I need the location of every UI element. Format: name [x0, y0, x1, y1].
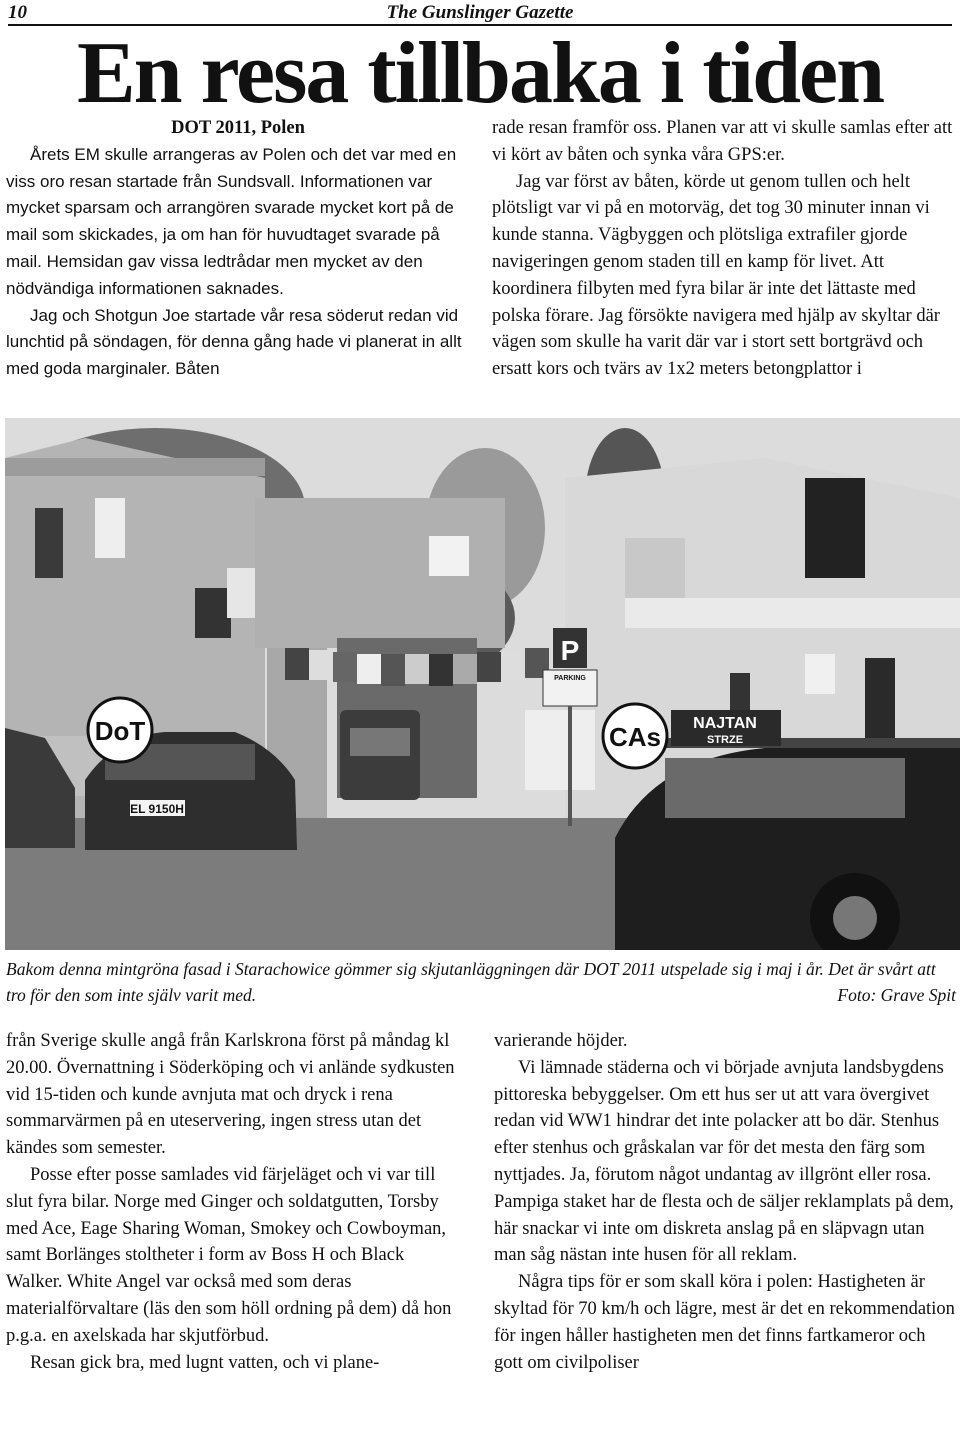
paragraph: varierande höjder. — [494, 1031, 628, 1051]
paragraph: Jag var först av båten, körde ut genom tullen och helt plötsligt var vi på en motorväg, det tog 30 minuter innan vi kunde stanna. Vägbyggen och plötsliga extrafiler gjorde navigeringen genom staden till en kamp för livet. Att koordinera filbyten med fyra bilar är inte det lättaste med polska förare. Jag försökte navigera med hjälp av skyltar där vägen som skulle ha varit där var i stort sett bortgrävd och ersatt kors och tvärs av 1x2 meters betongplattor i — [492, 171, 940, 380]
article-headline: En resa tillbaka i tiden — [76, 25, 884, 122]
najtan-sign-text: NAJTAN — [693, 715, 757, 732]
article-column-2 — [492, 115, 956, 383]
paragraph: från Sverige skulle angå från Karlskrona först på måndag kl 20.00. Övernattning i Söderköping och vi anlände sydkusten vid 15-tiden och kunde avnjuta mat och dryck i rena sommarvärmen på en uteservering, ingen stress utan det kändes som semester. — [6, 1031, 455, 1159]
photo-caption — [6, 956, 956, 1008]
paragraph: Jag och Shotgun Joe startade vår resa söderut redan vid lunchtid på söndagen, för denna gång hade vi planerat in allt med goda marginaler. Båten — [6, 305, 462, 379]
paragraph: Vi lämnade städerna och vi började avnjuta landsbygdens pittoreska bebyggelser. Om ett hus ser ut att vara övergivet redan vid WW1 hindrar det inte polacker att bo där. Stenhus efter stenhus och gråskalan var för det mesta den färg som nyttjades. Ja, förutom något undantag av illgrönt eller rosa. Pampiga staket har de flesta och de säljer reklamplats på dem, här snackar vi inte om diskreta anslag på en släpvagn utan man såg nästan inte husen för all reklam. — [494, 1057, 954, 1266]
cas-sign-text: CAs — [608, 722, 662, 752]
article-photo — [5, 418, 960, 950]
paragraph: Årets EM skulle arrangeras av Polen och det var med en viss oro resan startade från Sundsvall. Informationen var mycket sparsam och arrangören svarade mycket kort på de mail som skickades, ja om han för huvudtaget svarade på mail. Hemsidan gav vissa ledtrådar men mycket av den nödvändiga informationen saknades. — [6, 144, 457, 298]
article-column-3 — [6, 1028, 458, 1376]
paragraph: rade resan framför oss. Planen var att vi skulle samlas efter att vi kört av båten och synka våra GPS:er. — [492, 118, 953, 165]
publication-name: The Gunslinger Gazette — [386, 2, 574, 23]
paragraph: Posse efter posse samlades vid färjeläget och vi var till slut fyra bilar. Norge med Ginger och soldatgutten, Torsby med Ace, Eage Sharing Woman, Smokey och Cowboyman, samt Borlänges stoltheter i form av Boss H och Black Walker. White Angel var också med som deras materialförvaltare (läs den som höll ordning på dem) då hon p.g.a. en axelskada har skjutförbud. — [6, 1164, 452, 1346]
parking-sign-text: PARKING — [554, 675, 586, 682]
article-column-1 — [6, 115, 470, 383]
parking-sign-letter: P — [560, 635, 580, 666]
license-plate-text: EL 9150H — [130, 802, 184, 816]
paragraph: Resan gick bra, med lugnt vatten, och vi plane- — [30, 1352, 380, 1373]
photo-credit: Foto: Grave Spit — [837, 985, 956, 1005]
paragraph: Några tips för er som skall köra i polen: Hastigheten är skyltad för 70 km/h och lägre, mest är det en rekommendation för ingen håller hastigheten men det finns fartkameror och gott om civilpoliser — [494, 1272, 955, 1373]
page-header — [8, 0, 952, 26]
strze-sign-text: STRZE — [706, 734, 744, 746]
caption-text: Bakom denna mintgröna fasad i Starachowice gömmer sig skjutanläggningen där DOT 2011 utspelade sig i maj i år. Det är svårt att tro för den som inte själv varit med. — [6, 959, 936, 1005]
dot-sign-text: DoT — [94, 716, 146, 746]
article-column-4 — [494, 1028, 956, 1376]
article-subhead: DOT 2011, Polen — [171, 118, 305, 138]
page-number: 10 — [8, 2, 27, 23]
